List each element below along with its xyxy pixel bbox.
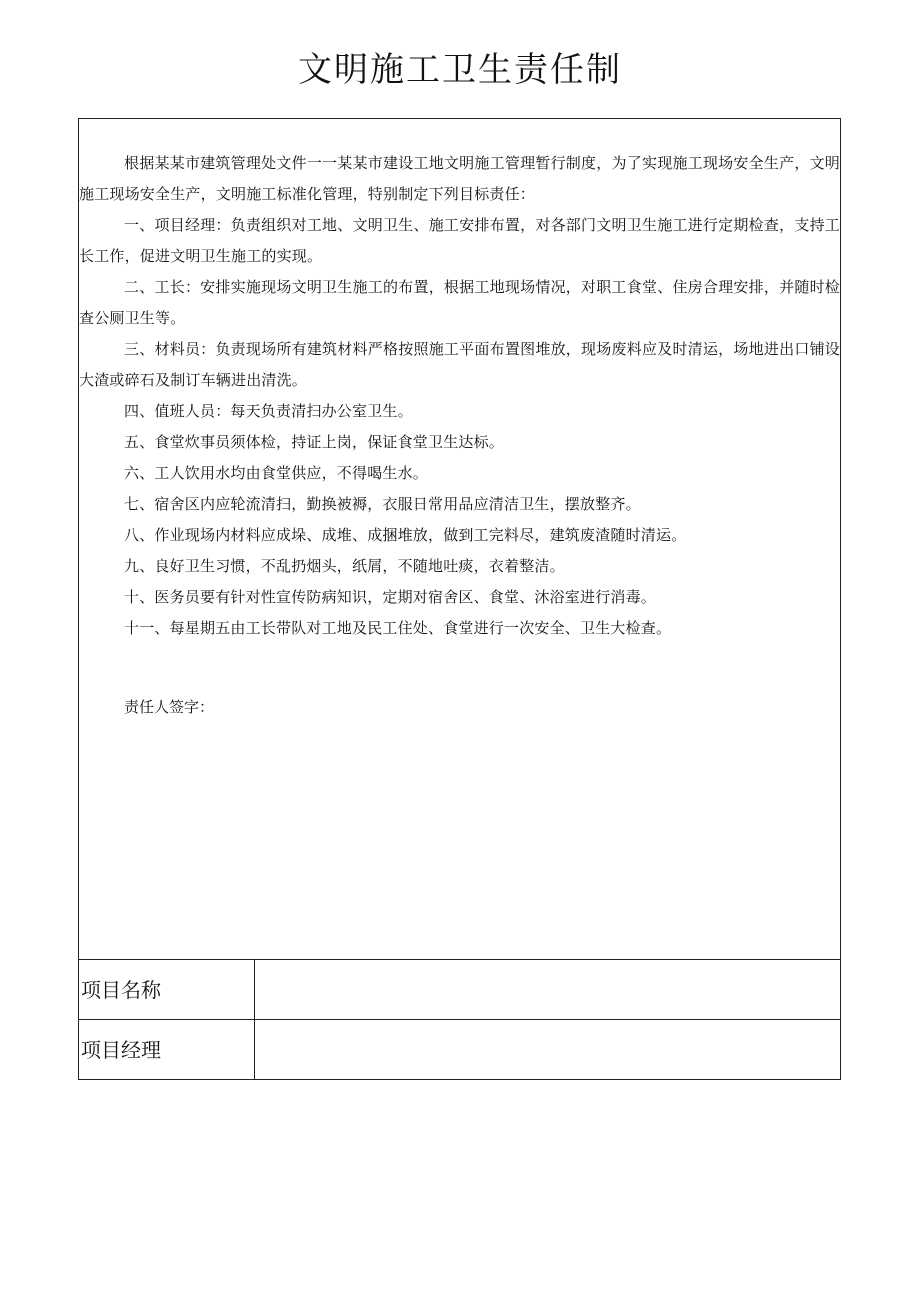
project-manager-value[interactable]: [255, 1020, 840, 1080]
clause-canteen-cook: 五、食堂炊事员须体检，持证上岗，保证食堂卫生达标。: [124, 433, 505, 451]
clause-foreman: 二、工长：安排实施现场文明卫生施工的布置，根据工地现场情况，对职工食堂、住房合理安排，并随时检查公厕卫生等。: [79, 278, 840, 327]
intro-paragraph: 根据某某市建筑管理处文件一一某某市建设工地文明施工管理暂行制度，为了实现施工现场安全生产，文明施工现场安全生产，文明施工标准化管理，特别制定下列目标责任：: [79, 154, 840, 203]
project-name-label: 项目名称: [79, 960, 255, 1019]
project-name-value[interactable]: [255, 960, 840, 1019]
clause-hygiene-habits: 九、良好卫生习惯，不乱扔烟头，纸屑，不随地吐痰，衣着整洁。: [124, 557, 565, 575]
project-name-row: [79, 960, 840, 1020]
clause-duty-staff: 四、值班人员：每天负责清扫办公室卫生。: [124, 402, 413, 420]
signature-label: 责任人签字：: [124, 698, 215, 716]
clause-material-officer: 三、材料员：负责现场所有建筑材料严格按照施工平面布置图堆放，现场废料应及时清运，场地进出口铺设大渣或碎石及制订车辆进出清洗。: [79, 340, 840, 389]
clause-drinking-water: 六、工人饮用水均由食堂供应，不得喝生水。: [124, 464, 429, 482]
clause-medical-officer: 十、医务员要有针对性宣传防病知识，定期对宿舍区、食堂、沐浴室进行消毒。: [124, 588, 657, 606]
responsibility-form: [78, 118, 841, 1080]
clause-materials-stacking: 八、作业现场内材料应成垛、成堆、成捆堆放，做到工完料尽，建筑废渣随时清运。: [124, 526, 687, 544]
clause-weekly-inspection: 十一、每星期五由工长带队对工地及民工住处、食堂进行一次安全、卫生大检查。: [124, 619, 672, 637]
clause-project-manager: 一、项目经理：负责组织对工地、文明卫生、施工安排布置，对各部门文明卫生施工进行定期检查，支持工长工作，促进文明卫生施工的实现。: [79, 216, 840, 265]
clause-dormitory: 七、宿舍区内应轮流清扫，勤换被褥，衣服日常用品应清洁卫生，摆放整齐。: [124, 495, 641, 513]
document-title: 文明施工卫生责任制: [298, 50, 622, 90]
project-manager-label: 项目经理: [79, 1020, 255, 1080]
content-cell: [79, 119, 840, 960]
project-manager-row: [79, 1020, 840, 1080]
